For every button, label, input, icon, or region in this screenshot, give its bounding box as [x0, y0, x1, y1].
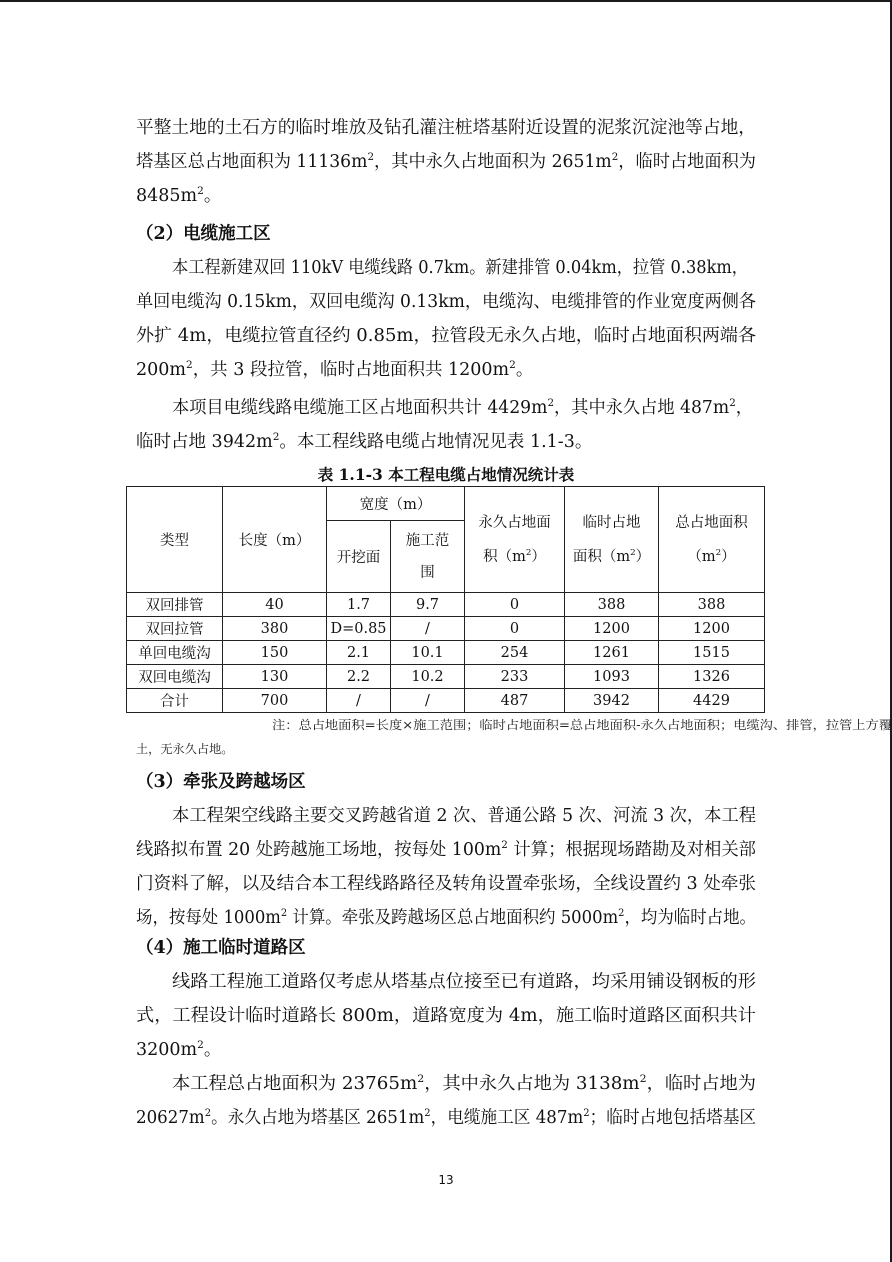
- table-body: [127, 593, 765, 713]
- cell-temporary-area: 1093: [565, 665, 659, 689]
- cell-temporary-area: 3942: [565, 689, 659, 713]
- table-note: 土，无永久占地。: [136, 742, 234, 756]
- cell-temporary-area: 1261: [565, 641, 659, 665]
- cell-permanent-area: 0: [465, 593, 565, 617]
- section-heading: （3）牵张及跨越场区: [136, 772, 306, 792]
- cell-type: 合计: [127, 689, 223, 713]
- header-width-group: 宽度（m）: [327, 487, 465, 521]
- cell-permanent-area: 233: [465, 665, 565, 689]
- page-number: 13: [438, 1173, 454, 1187]
- cell-total-area: 388: [659, 593, 765, 617]
- table-total-row: [127, 689, 765, 713]
- cell-permanent-area: 254: [465, 641, 565, 665]
- table-row: [127, 593, 765, 617]
- table-header-row: [127, 487, 765, 521]
- table-row: [127, 665, 765, 689]
- header-type: 类型: [127, 487, 223, 593]
- header-permanent-area: 永久占地面 积$(m^2)$: [465, 487, 565, 593]
- occupation-table: [126, 486, 765, 713]
- cell-excavation-width: D=0.85: [327, 617, 391, 641]
- cell-excavation-width: 1.7: [327, 593, 391, 617]
- header-construction-range: 施工范 围: [391, 521, 465, 593]
- header-temporary-area: 临时占地 面积$(m^2)$: [565, 487, 659, 593]
- cell-excavation-width: 2.1: [327, 641, 391, 665]
- cell-construction-range: 9.7: [391, 593, 465, 617]
- page-top-border: [0, 0, 892, 2]
- header-length: 长度（m）: [223, 487, 327, 593]
- cell-length: 700: [223, 689, 327, 713]
- cell-construction-range: /: [391, 689, 465, 713]
- cell-permanent-area: 0: [465, 617, 565, 641]
- cell-length: 150: [223, 641, 327, 665]
- header-total-area: 总占地面积 $(m^2)$: [659, 487, 765, 593]
- cell-excavation-width: /: [327, 689, 391, 713]
- cell-type: 双回拉管: [127, 617, 223, 641]
- header-excavation-width: 开挖面: [327, 521, 391, 593]
- cell-length: 380: [223, 617, 327, 641]
- cell-permanent-area: 487: [465, 689, 565, 713]
- cell-type: 双回排管: [127, 593, 223, 617]
- cell-temporary-area: 1200: [565, 617, 659, 641]
- cell-total-area: 4429: [659, 689, 765, 713]
- cell-total-area: 1326: [659, 665, 765, 689]
- cell-construction-range: /: [391, 617, 465, 641]
- cell-construction-range: 10.2: [391, 665, 465, 689]
- table-row: [127, 641, 765, 665]
- cell-total-area: 1200: [659, 617, 765, 641]
- table-row: [127, 617, 765, 641]
- cell-excavation-width: 2.2: [327, 665, 391, 689]
- cell-type: 双回电缆沟: [127, 665, 223, 689]
- cell-construction-range: 10.1: [391, 641, 465, 665]
- section-heading: （4）施工临时道路区: [136, 938, 306, 958]
- cell-temporary-area: 388: [565, 593, 659, 617]
- cell-length: 130: [223, 665, 327, 689]
- cell-type: 单回电缆沟: [127, 641, 223, 665]
- section-heading: （2）电缆施工区: [136, 224, 271, 244]
- table-caption: 表 1.1-3 本工程电缆占地情况统计表: [317, 465, 575, 484]
- cell-total-area: 1515: [659, 641, 765, 665]
- cell-length: 40: [223, 593, 327, 617]
